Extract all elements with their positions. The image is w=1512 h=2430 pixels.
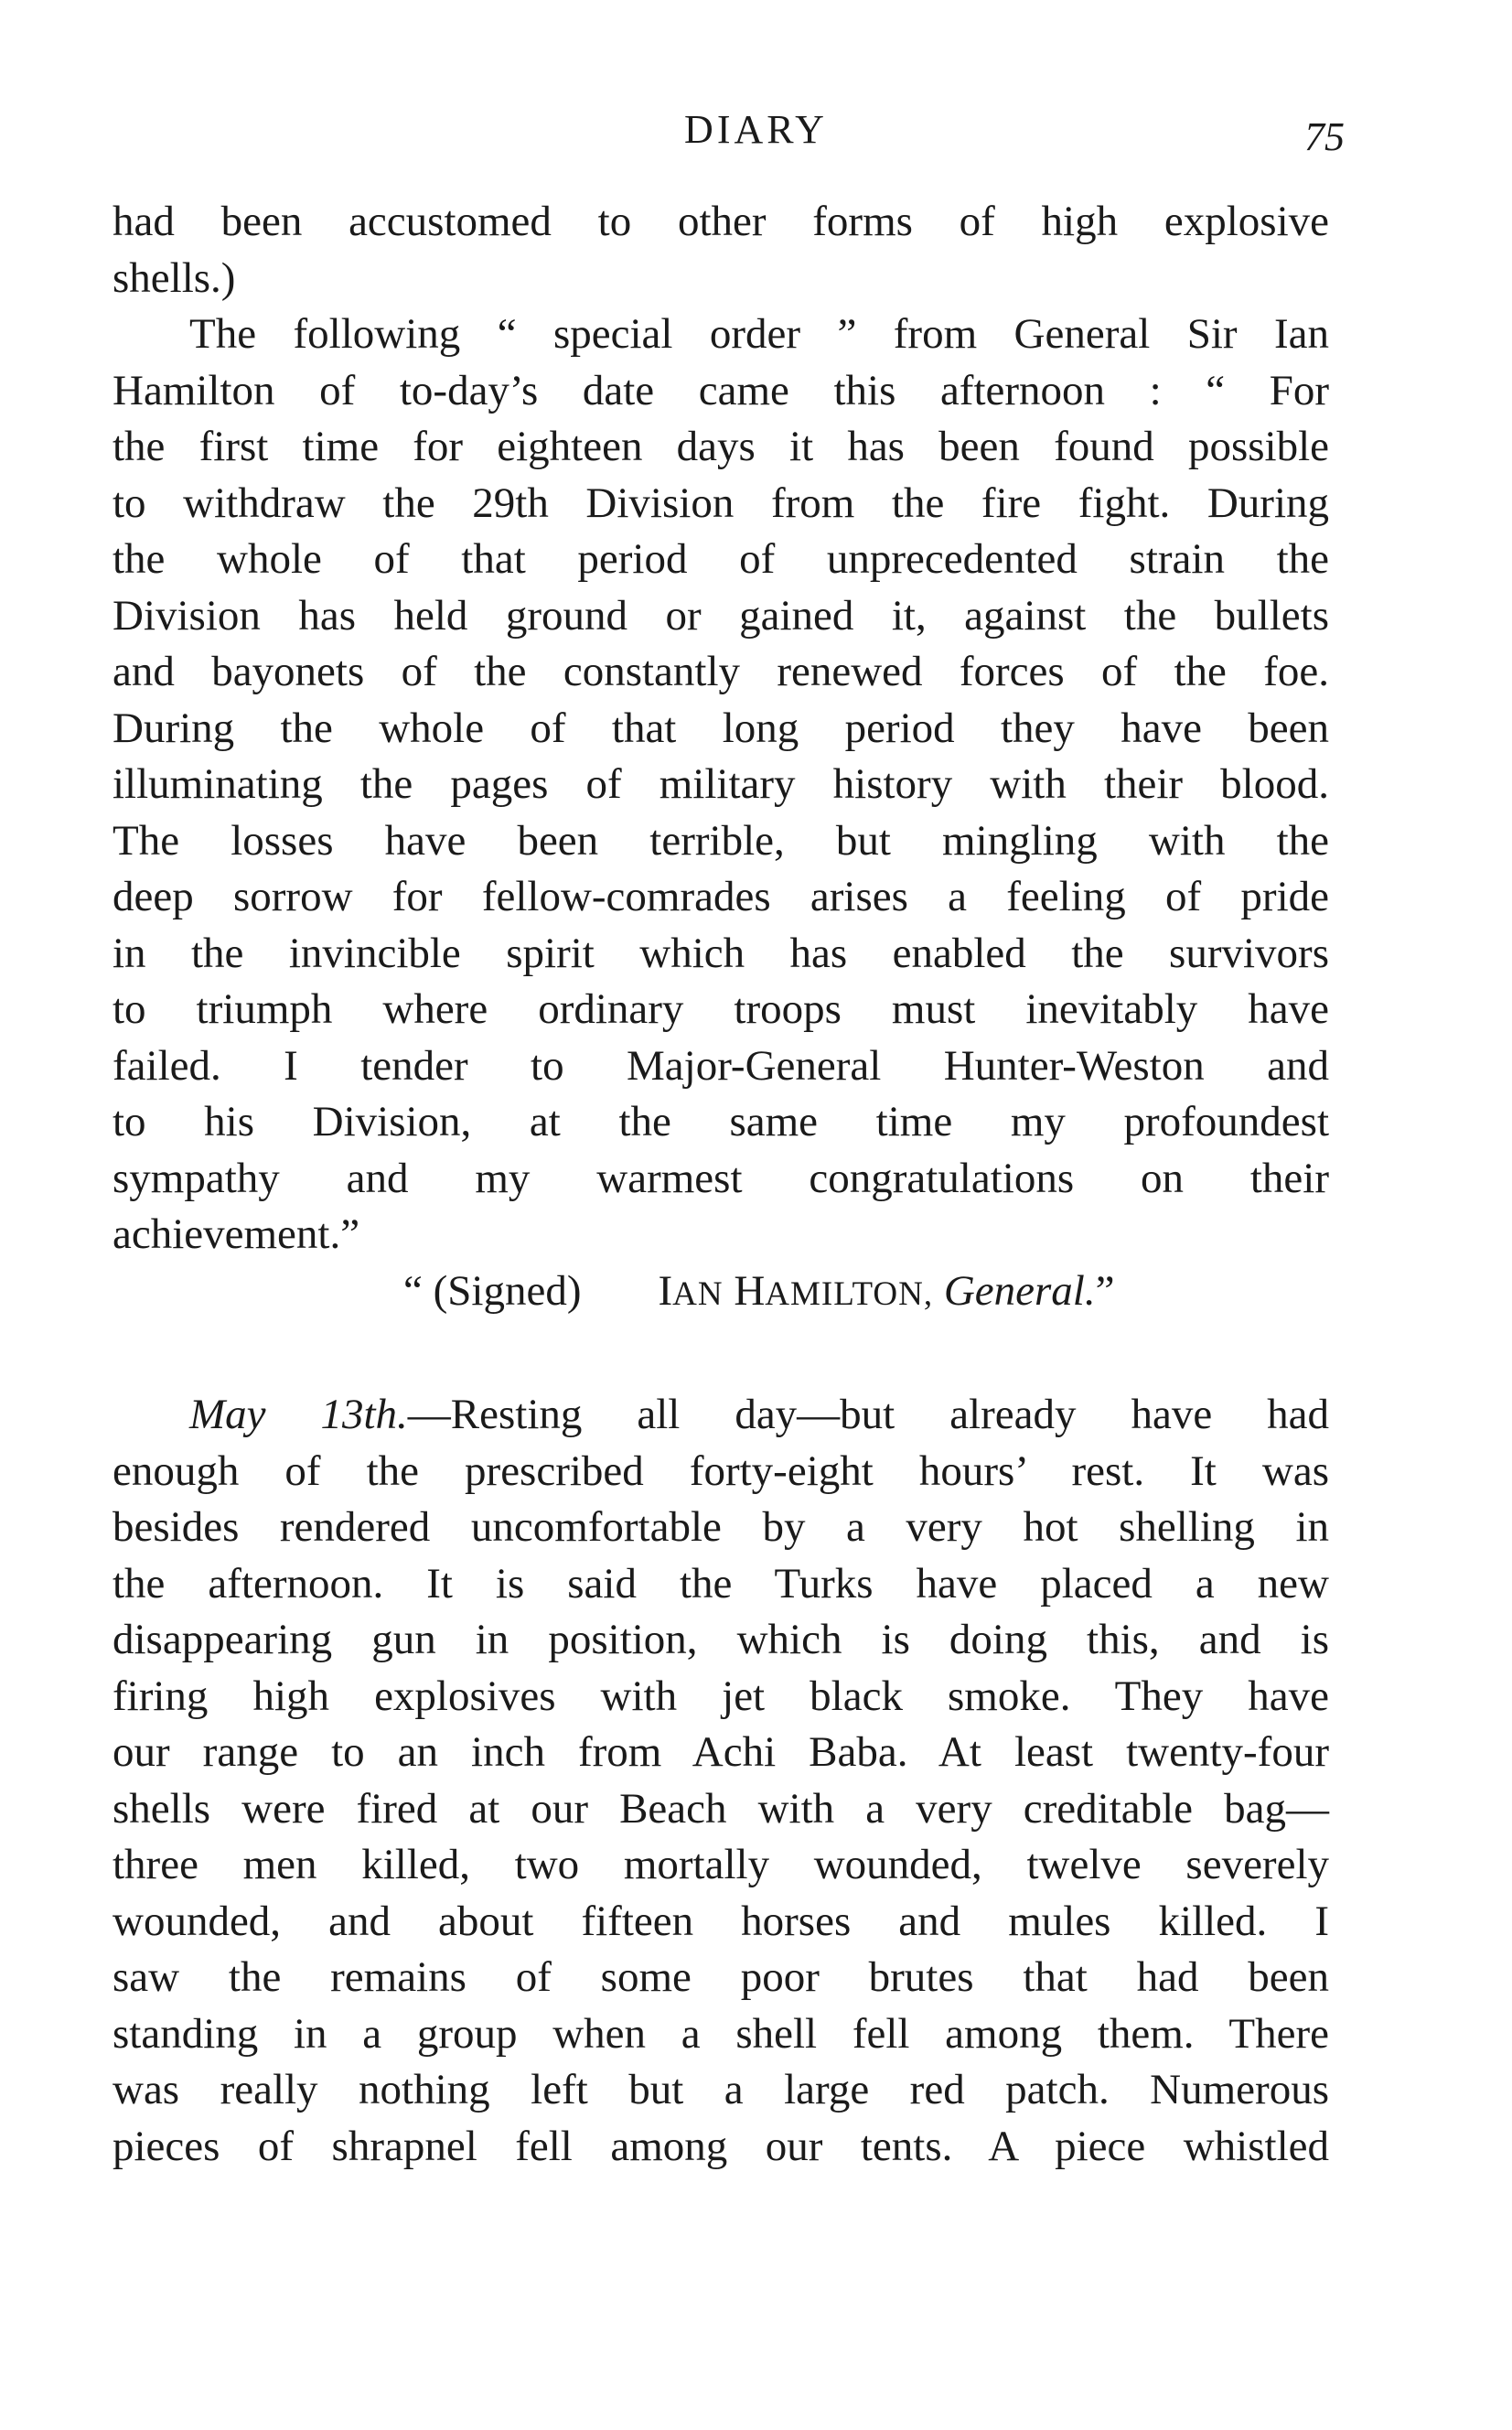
running-head [0,102,1512,157]
text-line: to triumph where ordinary troops must inevitably have [113,985,1329,1033]
body-text [113,194,1329,2175]
text-line: pieces of shrapnel fell among our tents. A piece whistled [113,2122,1329,2170]
text-line: the whole of that period of unprecedented strain the [113,535,1329,583]
text-line: firing high explosives with jet black smoke. They have [113,1672,1329,1720]
text-line: was really nothing left but a large red patch. Numerous [113,2066,1329,2113]
text-line: our range to an inch from Achi Baba. At least twenty-four [113,1728,1329,1776]
text-line: saw the remains of some poor brutes that had been [113,1953,1329,2001]
text-line: The losses have been terrible, but mingling with the [113,816,1329,865]
text-line: shells.) [113,253,236,302]
text-line: achievement.” [113,1210,360,1258]
text-line: had been accustomed to other forms of high explosive [113,198,1329,245]
text-line: and bayonets of the constantly renewed forces of the foe. [113,648,1329,695]
text-line: Hamilton of to-day’s date came this afternoon : “ For [113,366,1329,414]
page-number: 75 [1304,114,1345,159]
text-line: disappearing gun in position, which is doing this, and is [113,1616,1329,1663]
text-line: Division has held ground or gained it, against the bullets [113,591,1329,640]
closing-quote: ” [1095,1266,1115,1315]
text-line: failed. I tender to Major-General Hunter-Weston and [113,1041,1329,1090]
signature-initial: H [734,1266,766,1315]
signature [113,1263,1329,1320]
entry-first-line [113,1387,1329,1444]
text-line: three men killed, two mortally wounded, twelve severely [113,1841,1329,1888]
entry-date-month: May [189,1391,266,1438]
text-line: besides rendered uncomfortable by a very hot shelling in [113,1503,1329,1551]
text-line: the first time for eighteen days it has been found possible [113,423,1329,470]
signature-rank: General. [943,1266,1096,1315]
signed-label: “ (Signed) [403,1266,582,1315]
text-line: illuminating the pages of military history with their blood. [113,760,1329,808]
section-gap [113,1319,1329,1387]
text-line: shells were fired at our Beach with a very creditable bag— [113,1784,1329,1833]
text-line: enough of the prescribed forty-eight hours’ rest. It was [113,1446,1329,1495]
text-line: deep sorrow for fellow-comrades arises a feeling of pride [113,873,1329,920]
text-line: During the whole of that long period they have been [113,704,1329,752]
text-line: standing in a group when a shell fell among them. There [113,2009,1329,2058]
signature-name-part: AN [672,1274,724,1313]
text-line: the afternoon. It is said the Turks have placed a new [113,1559,1329,1607]
text-line: to withdraw the 29th Division from the fire fight. During [113,478,1329,527]
signature-initial: I [658,1266,673,1315]
text-line: in the invincible spirit which has enabled the survivors [113,929,1329,977]
text-line: sympathy and my warmest congratulations on their [113,1154,1329,1202]
text-line: The following “ special order ” from General Sir Ian [189,310,1329,358]
running-title: DIARY [684,107,828,152]
text-line: wounded, and about fifteen horses and mules killed. I [113,1897,1329,1945]
signature-name-part: AMILTON, [765,1274,934,1313]
text-line: to his Division, at the same time my profoundest [113,1098,1329,1145]
entry-date-day: 13th. [265,1391,408,1438]
entry-text: —Resting all day—but already have had [407,1391,1330,1438]
